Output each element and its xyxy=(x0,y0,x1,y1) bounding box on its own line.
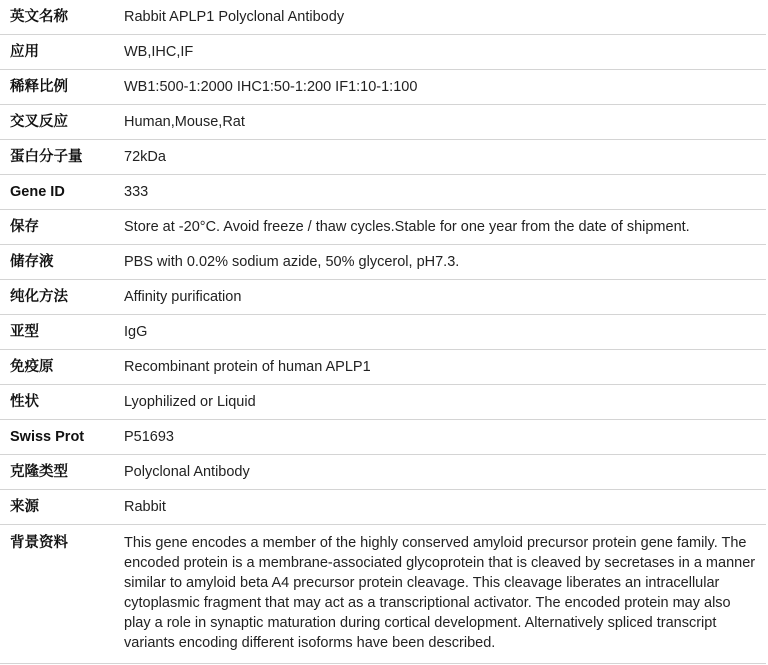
spec-value: Store at -20°C. Avoid freeze / thaw cycles.Stable for one year from the date of shipment. xyxy=(124,219,690,235)
spec-label: 背景资料 xyxy=(10,535,68,551)
spec-value: WB,IHC,IF xyxy=(124,44,194,60)
spec-label: 应用 xyxy=(10,44,39,60)
spec-label: Gene ID xyxy=(10,184,65,200)
spec-value: Lyophilized or Liquid xyxy=(124,394,256,410)
spec-value: Affinity purification xyxy=(124,289,242,305)
spec-label: 稀释比例 xyxy=(10,79,68,95)
spec-row-immunogen xyxy=(0,350,766,385)
spec-value: Human,Mouse,Rat xyxy=(124,114,245,130)
spec-value: 72kDa xyxy=(124,149,166,165)
spec-value: WB1:500-1:2000 IHC1:50-1:200 IF1:10-1:100 xyxy=(124,79,418,95)
spec-row-purification xyxy=(0,280,766,315)
spec-row-english-name xyxy=(0,0,766,35)
spec-row-dilution xyxy=(0,70,766,105)
spec-label: 储存液 xyxy=(10,254,54,270)
spec-row-host xyxy=(0,490,766,525)
spec-label: 交叉反应 xyxy=(10,114,68,130)
spec-value: P51693 xyxy=(124,429,174,445)
spec-label: 亚型 xyxy=(10,324,39,340)
spec-value: Rabbit APLP1 Polyclonal Antibody xyxy=(124,9,345,25)
spec-label: 纯化方法 xyxy=(10,289,68,305)
spec-label: 克隆类型 xyxy=(10,464,68,480)
spec-label: 英文名称 xyxy=(10,9,68,25)
spec-value: Rabbit xyxy=(124,499,166,515)
spec-row-swiss-prot xyxy=(0,420,766,455)
spec-label: 保存 xyxy=(10,219,39,235)
spec-label: 性状 xyxy=(10,394,39,410)
spec-row-isotype xyxy=(0,315,766,350)
spec-label: Swiss Prot xyxy=(10,429,85,445)
spec-label: 蛋白分子量 xyxy=(10,149,83,165)
spec-value: IgG xyxy=(124,324,148,340)
spec-row-form xyxy=(0,385,766,420)
spec-row-storage xyxy=(0,210,766,245)
spec-row-reactivity xyxy=(0,105,766,140)
spec-label: 免疫原 xyxy=(10,359,54,375)
spec-value: Polyclonal Antibody xyxy=(124,464,250,480)
spec-row-application xyxy=(0,35,766,70)
spec-value: Recombinant protein of human APLP1 xyxy=(124,359,371,375)
background-description: This gene encodes a member of the highly conserved amyloid precursor protein gene family. The encoded protein is a membrane-associated glycoprotein that is cleaved by secretases in a manner similar to amyloid beta A4 precursor protein cleavage. This cleavage liberates an intracellular cytoplasmic fragment that may act as a transcriptional activator. The encoded protein may also play a role in synaptic maturation during cortical development. Alternatively spliced transcript variants encoding different isoforms have been described. xyxy=(124,535,756,651)
spec-value: 333 xyxy=(124,184,149,200)
spec-row-background xyxy=(0,525,766,664)
spec-value: PBS with 0.02% sodium azide, 50% glycerol, pH7.3. xyxy=(124,254,460,270)
spec-row-molecular-weight xyxy=(0,140,766,175)
spec-row-clonality xyxy=(0,455,766,490)
spec-row-gene-id xyxy=(0,175,766,210)
spec-row-buffer xyxy=(0,245,766,280)
spec-label: 来源 xyxy=(10,499,39,515)
